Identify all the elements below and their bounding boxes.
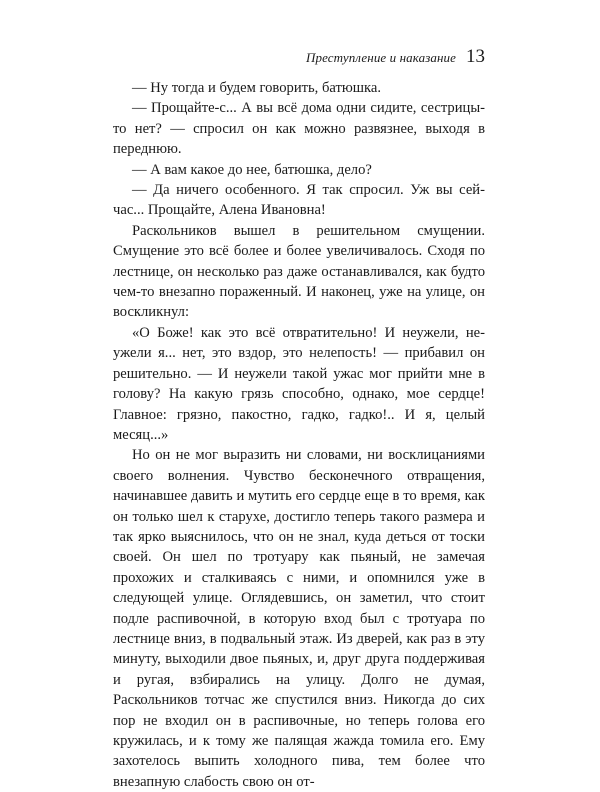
paragraph-narration-1: Раскольников вышел в решительном смущении. Смущение это всё более и более увеличивалось. Сходя по лестнице, он несколько раз даже останавливался, как будто чем-то внезапно пораженный. И наконец, уже на улице, он воскликнул: bbox=[113, 222, 485, 321]
paragraph-dialogue-2: — Прощайте-с... А вы всё дома одни сидите, сестрицы-то нет? — спросил он как можно развязнее, выходя в переднюю. bbox=[113, 100, 485, 158]
paragraph-monologue: «О Боже! как это всё отвратительно! И неужели, неужели я... нет, это вздор, это нелепость! — прибавил он решительно. — И неужели такой ужас мог прийти мне в голову? На какую грязь способно, однако, мое сердце! Главное: грязно, пакостно, гадко, гадко!.. И я, целый месяц...» bbox=[113, 324, 485, 443]
paragraph-dialogue-3: — А вам какое до нее, батюшка, дело? bbox=[132, 161, 372, 178]
book-page bbox=[113, 0, 485, 790]
text-body bbox=[113, 78, 485, 792]
running-header bbox=[306, 46, 485, 68]
paragraph-dialogue-1: — Ну тогда и будем говорить, батюшка. bbox=[132, 80, 381, 96]
paragraph-narration-2: Но он не мог выразить ни словами, ни восклицаниями своего волнения. Чувство бесконечного отвращения, начинавшее давить и мутить его сердце еще в то время, как он только шел к старухе, достигло теперь такого размера и так ярко выяснилось, что он не знал, куда деться от тоски своей. Он шел по тротуару как пьяный, не замечая прохожих и сталкиваясь с ними, и опомнился уже в следующей улице. Оглядевшись, он заметил, что стоит подле распивочной, в которую вход был с тротуара по лестнице вниз, в подвальный этаж. Из дверей, как раз в эту минуту, выходили двое пьяных, и, друг друга поддерживая и ругая, взбирались на улицу. Долго не думая, Раскольников тотчас же спустился вниз. Никогда до сих пор не входил он в распивочные, но теперь голова его кружилась, и к тому же палящая жажда томила его. Ему захотелось выпить холодного пива, тем более что внезапную слабость свою он от- bbox=[113, 447, 485, 790]
paragraph-dialogue-4: — Да ничего особенного. Я так спросил. Уж вы сейчас... Прощайте, Алена Ивановна! bbox=[113, 182, 485, 219]
running-title: Преступление и наказание bbox=[306, 50, 456, 65]
page-number: 13 bbox=[466, 46, 485, 67]
